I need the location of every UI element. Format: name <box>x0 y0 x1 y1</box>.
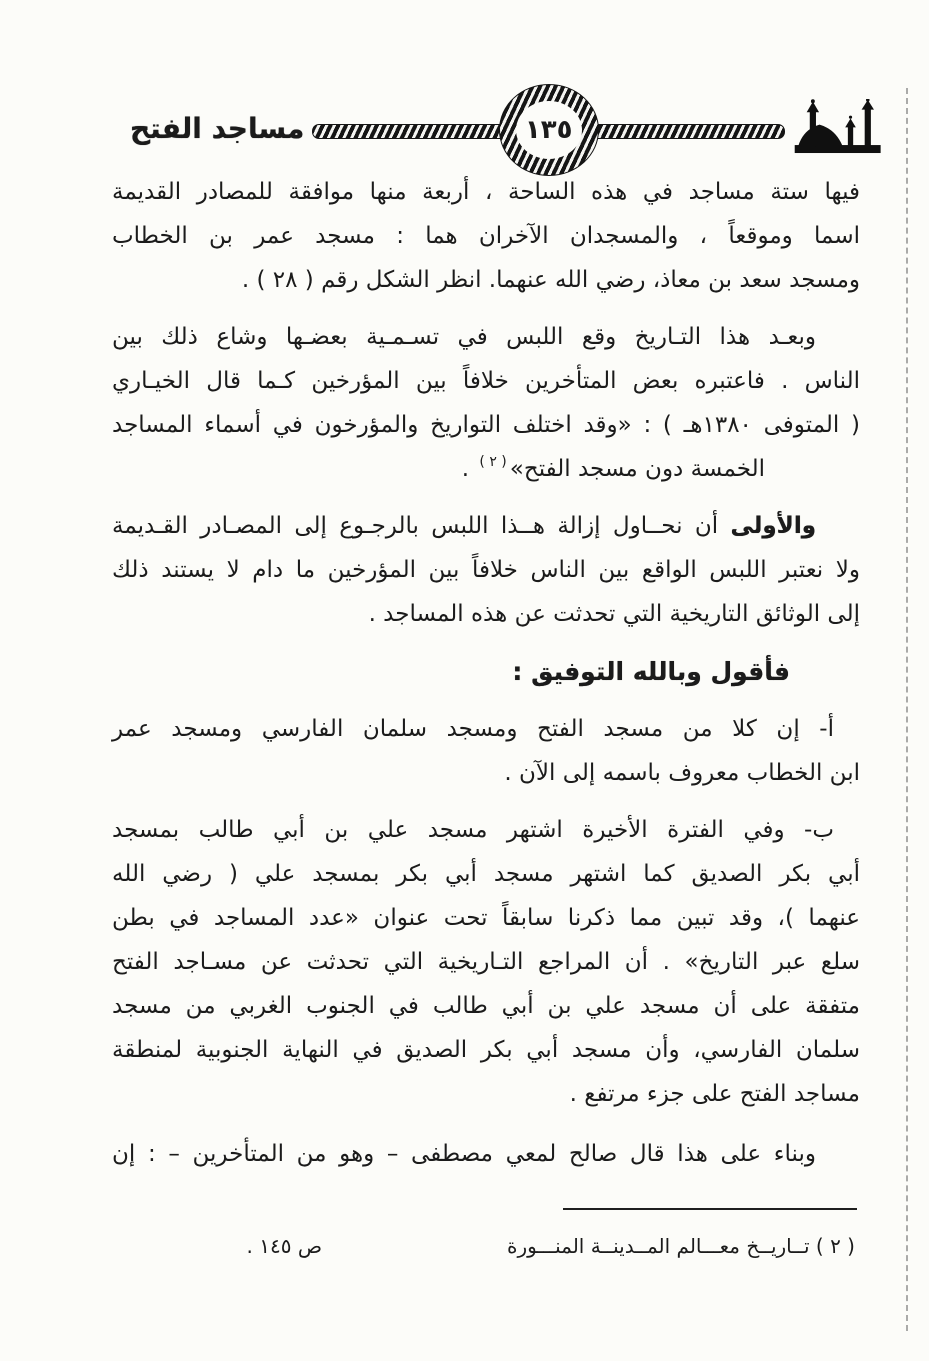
text-line: ( المتوفى ١٣٨٠هـ ) : «وقد اختلف التواريخ والمؤرخون في أسماء المساجد <box>112 412 860 438</box>
text-line: مساجد الفتح على جزء مرتفع . <box>569 1081 860 1107</box>
text-line: أبي بكر الصديق كما اشتهر مسجد أبي بكر بمسجد علي ( رضي الله <box>112 861 860 887</box>
bold-lead-word: والأولى <box>730 513 816 539</box>
paragraph-2 <box>112 315 860 491</box>
page-header <box>130 96 885 164</box>
sentence-period: . <box>461 456 470 482</box>
page-body <box>112 170 860 1189</box>
item-a-paragraph <box>112 707 860 795</box>
footnote-page-ref: ص ١٤٥ . <box>246 1234 323 1258</box>
page-number: ١٣٥ <box>516 101 582 159</box>
section-heading: فأقول وبالله التوفيق : <box>512 657 790 686</box>
text-line: ومسجد سعد بن معاذ، رضي الله عنهما. انظر الشكل رقم ( ٢٨ ) . <box>241 267 860 293</box>
text-line: ب- وفي الفترة الأخيرة اشتهر مسجد علي بن أبي طالب بمسجد <box>112 817 834 843</box>
page-edge-scan-line <box>906 88 908 1331</box>
lead-rest-text: أن نحــاول إزالة هــذا اللبس بالرجـوع إلى المصـادر القـديمة <box>112 513 719 539</box>
page-number-oval <box>499 84 599 176</box>
paragraph-3 <box>112 504 860 636</box>
mosque-icon <box>793 99 885 161</box>
text-line: عنهما )، وقد تبين مما ذكرنا سابقاً تحت عنوان «عدد المساجد في بطن <box>112 905 860 931</box>
text-line: وبعـد هذا التـاريخ وقع اللبس في تسـمـية بعضـها وشاع ذلك بين <box>112 324 816 350</box>
text-line: وبناء على هذا قال صالح لمعي مصطفى – وهو من المتأخرين – : إن <box>112 1141 816 1167</box>
text-line <box>112 504 860 548</box>
footnote <box>110 1226 855 1266</box>
closing-paragraph <box>112 1132 860 1176</box>
item-b-paragraph <box>112 808 860 1116</box>
text-line: اسما وموقعاً ، والمسجدان الآخران هما : مسجد عمر بن الخطاب <box>112 223 860 249</box>
text-line: متفقة على أن مسجد علي بن أبي طالب في الجنوب الغربي من مسجد <box>112 993 860 1019</box>
text-line: إلى الوثائق التاريخية التي تحدثت عن هذه المساجد . <box>368 601 860 627</box>
text-line: الناس . فاعتبره بعض المتأخرين خلافاً بين المؤرخين كـما قال الخيـاري <box>112 368 860 394</box>
chapter-title: مساجد الفتح <box>130 111 305 145</box>
footnote-ref-marker: ( ٢ ) <box>479 454 507 470</box>
quote-end-text: الخمسة دون مسجد الفتح» <box>509 456 765 482</box>
text-line: سلع عبر التاريخ» . أن المراجع التـاريخية التي تحدثت عن مسـاجد الفتح <box>112 949 860 975</box>
text-line: ولا نعتبر اللبس الواقع بين الناس خلافاً بين المؤرخين ما دام لا يستند ذلك <box>112 557 860 583</box>
paragraph-1 <box>112 170 860 302</box>
footnote-separator <box>563 1208 857 1210</box>
footnote-citation: ( ٢ ) تــاريــخ معـــالم المــدينــة المنـــورة <box>507 1234 855 1258</box>
text-line: سلمان الفارسي، وأن مسجد أبي بكر الصديق في النهاية الجنوبية لمنطقة <box>112 1037 860 1063</box>
text-line: أ- إن كلا من مسجد الفتح ومسجد سلمان الفارسي ومسجد عمر <box>112 716 834 742</box>
text-line-with-footnote-ref <box>112 447 860 491</box>
rope-divider <box>312 96 785 164</box>
text-line: فيها ستة مساجد في هذه الساحة ، أربعة منها موافقة للمصادر القديمة <box>112 179 860 205</box>
text-line: ابن الخطاب معروف باسمه إلى الآن . <box>504 760 860 786</box>
